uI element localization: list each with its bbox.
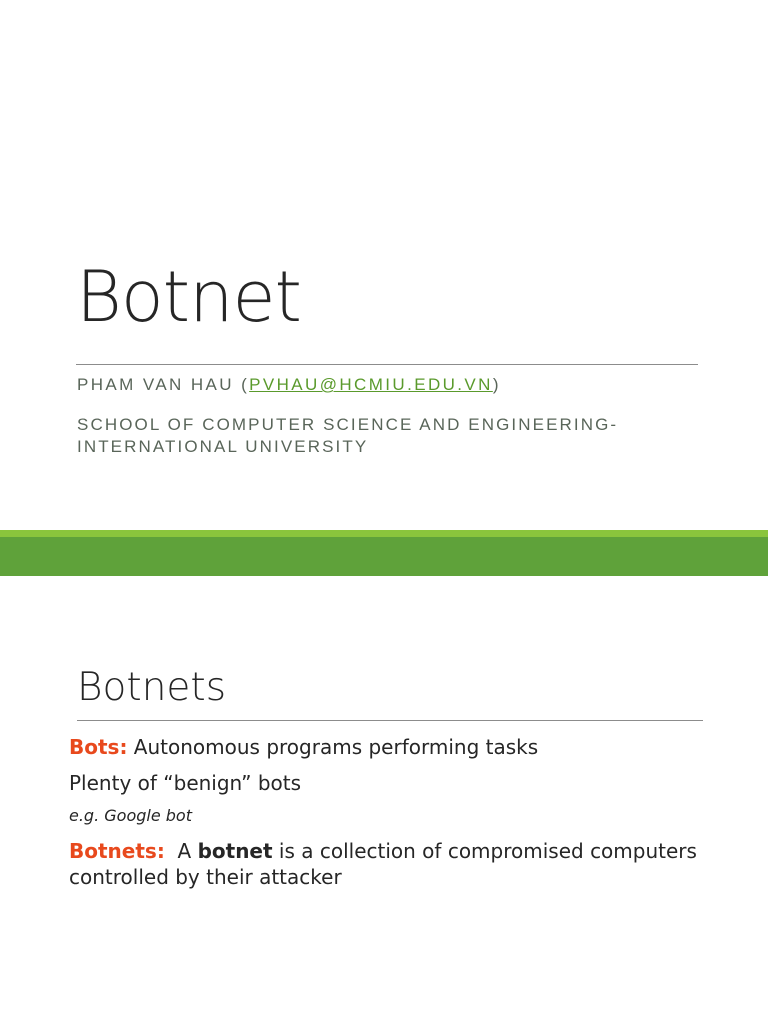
slide-separator-dark-band [0, 537, 768, 576]
author-email-link[interactable]: PVHAU@HCMIU.EDU.VN [249, 375, 493, 394]
slide-heading: Botnets [77, 665, 227, 710]
author-close-paren: ) [492, 375, 501, 394]
school-name: SCHOOL OF COMPUTER SCIENCE AND ENGINEERING-INTERNATIONAL UNIVERSITY [77, 415, 619, 456]
title-divider [76, 364, 698, 365]
slide-title: Botnet [76, 256, 301, 338]
slide-separator-light-band [0, 530, 768, 537]
botnets-definition [69, 838, 719, 890]
author-name: PHAM VAN HAU ( [77, 375, 250, 394]
benign-bots-line: Plenty of “benign” bots [69, 771, 302, 795]
bots-text: Autonomous programs performing tasks [127, 735, 539, 759]
bots-label: Bots: [69, 735, 128, 759]
botnets-bold-term: botnet [197, 839, 273, 863]
heading-divider [77, 720, 703, 721]
slide-body [69, 734, 719, 890]
botnets-text-b: is a collection of compromised computers controlled by their attacker [69, 839, 697, 889]
content-slide [0, 576, 768, 1024]
botnets-label: Botnets: [69, 839, 165, 863]
example-line: e.g. Google bot [69, 806, 192, 825]
author-line [77, 375, 501, 395]
bots-definition [69, 734, 719, 760]
botnets-text-a: A [164, 839, 198, 863]
